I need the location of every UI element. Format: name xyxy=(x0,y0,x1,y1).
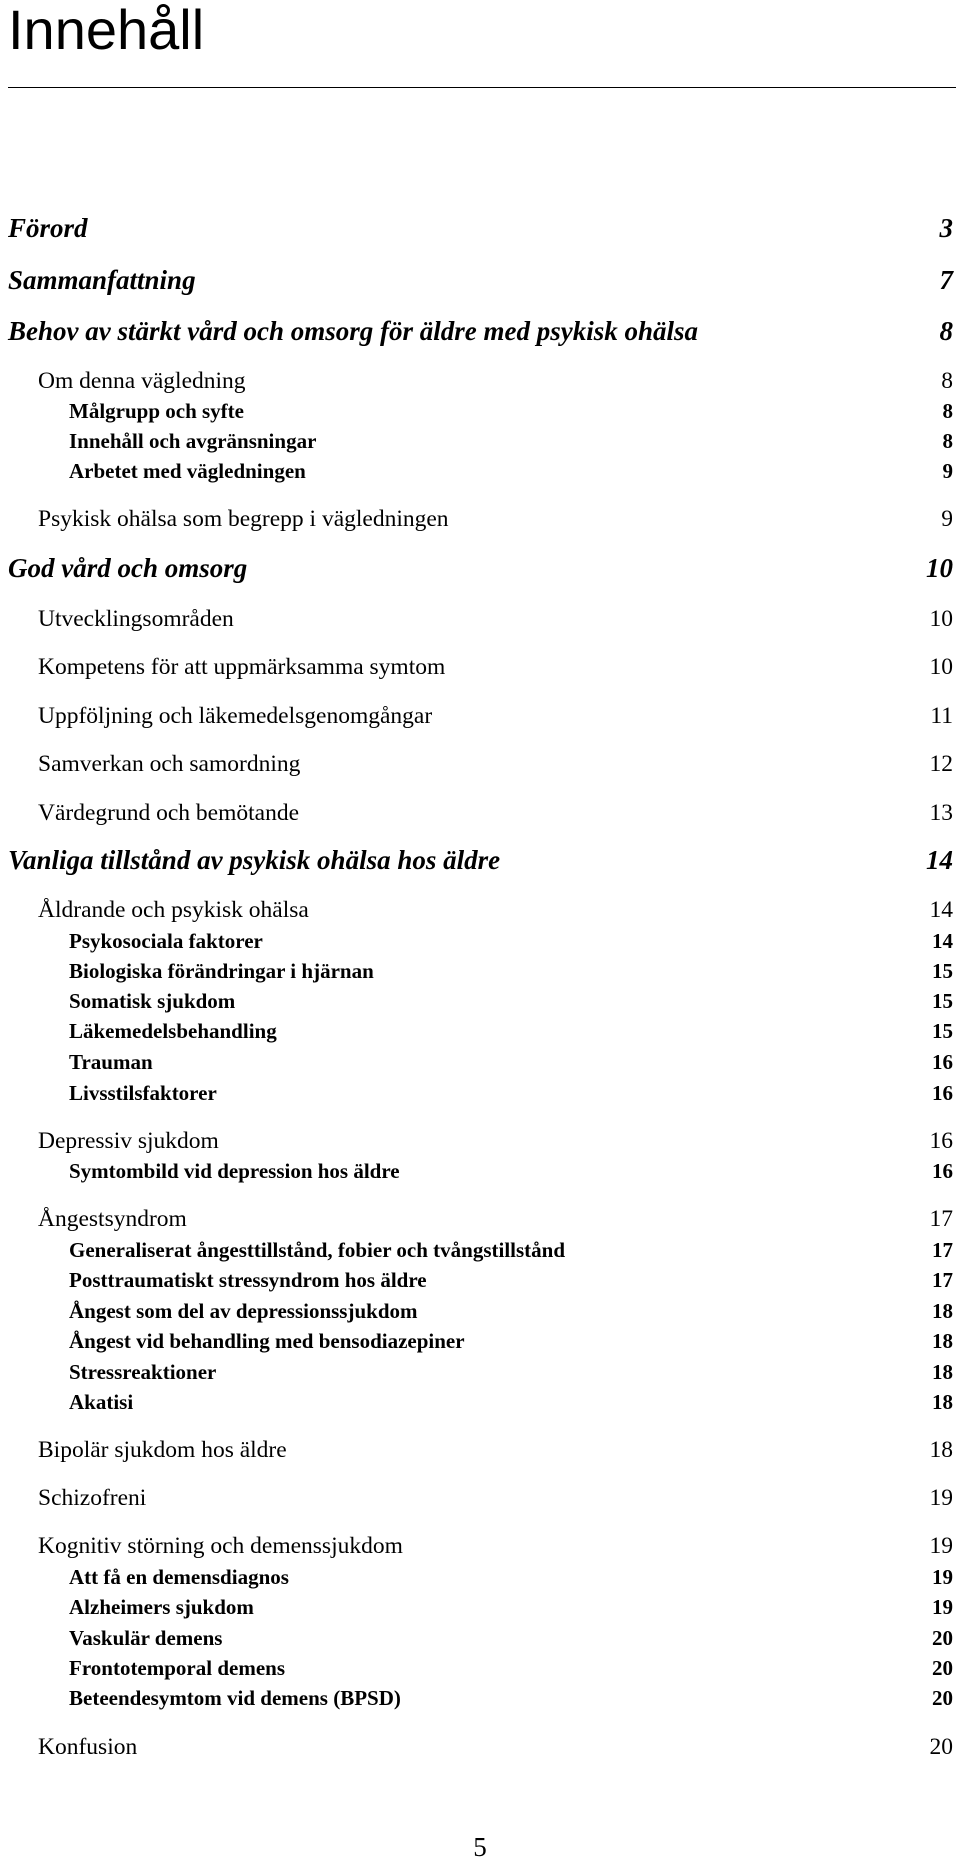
toc-entry-page: 19 xyxy=(932,1594,953,1619)
toc-entry-page: 12 xyxy=(929,750,953,777)
toc-entry-label: God vård och omsorg xyxy=(8,552,248,583)
toc-entry-label: Innehåll och avgränsningar xyxy=(69,428,317,453)
toc-entry-label: Psykisk ohälsa som begrepp i vägledningen xyxy=(38,505,449,532)
toc-entry-label: Trauman xyxy=(69,1049,153,1074)
toc-entry-label: Biologiska förändringar i hjärnan xyxy=(69,958,374,983)
toc-entry-label: Alzheimers sjukdom xyxy=(69,1594,254,1619)
toc-entry-page: 19 xyxy=(932,1564,953,1589)
toc-entry-label: Schizofreni xyxy=(38,1484,147,1511)
toc-entry[interactable] xyxy=(0,1204,953,1234)
toc-entry-label: Somatisk sjukdom xyxy=(69,988,236,1013)
toc-entry[interactable] xyxy=(0,957,953,985)
toc-entry[interactable] xyxy=(0,1531,953,1561)
toc-entry-page: 13 xyxy=(929,799,953,826)
toc-entry[interactable] xyxy=(0,551,953,585)
toc-entry-page: 20 xyxy=(929,1733,953,1760)
toc-entry-page: 8 xyxy=(939,315,953,346)
toc-entry[interactable] xyxy=(0,427,953,455)
toc-entry-label: Generaliserat ångesttillstånd, fobier och tvångstillstånd xyxy=(69,1237,566,1262)
toc-entry-label: Att få en demensdiagnos xyxy=(69,1564,289,1589)
toc-entry-page: 15 xyxy=(932,1018,953,1043)
toc-entry-label: Behov av stärkt vård och omsorg för äldre med psykisk ohälsa xyxy=(8,315,699,346)
toc-entry-page: 20 xyxy=(932,1625,953,1650)
toc-entry[interactable] xyxy=(0,1684,953,1712)
toc-entry[interactable] xyxy=(0,1563,953,1591)
toc-entry[interactable] xyxy=(0,1624,953,1652)
toc-entry-page: 18 xyxy=(929,1436,953,1463)
toc-entry-label: Akatisi xyxy=(69,1389,134,1414)
toc-entry[interactable] xyxy=(0,1157,953,1185)
toc-entry-label: Bipolär sjukdom hos äldre xyxy=(38,1436,287,1463)
toc-entry[interactable] xyxy=(0,504,953,534)
toc-entry[interactable] xyxy=(0,1079,953,1107)
toc-entry[interactable] xyxy=(0,987,953,1015)
toc-entry-page: 20 xyxy=(932,1655,953,1680)
toc-entry-page: 16 xyxy=(932,1049,953,1074)
toc-entry-page: 19 xyxy=(929,1532,953,1559)
toc-entry-page: 8 xyxy=(942,398,953,423)
toc-entry-label: Utvecklingsområden xyxy=(38,605,234,632)
toc-entry[interactable] xyxy=(0,1593,953,1621)
toc-entry-page: 16 xyxy=(932,1158,953,1183)
toc-entry-label: Målgrupp och syfte xyxy=(69,398,244,423)
toc-entry-label: Livsstilsfaktorer xyxy=(69,1080,217,1105)
toc-entry[interactable] xyxy=(0,1327,953,1355)
toc-entry[interactable] xyxy=(0,604,953,634)
toc-entry[interactable] xyxy=(0,843,953,877)
toc-entry-label: Frontotemporal demens xyxy=(69,1655,285,1680)
toc-entry[interactable] xyxy=(0,397,953,425)
toc-entry[interactable] xyxy=(0,263,953,297)
toc-entry-page: 8 xyxy=(941,367,953,394)
toc-entry-label: Ångest vid behandling med bensodiazepiner xyxy=(69,1328,465,1353)
toc-entry-label: Posttraumatiskt stressyndrom hos äldre xyxy=(69,1267,427,1292)
toc-entry-page: 14 xyxy=(926,844,953,875)
toc-entry-page: 20 xyxy=(932,1685,953,1710)
toc-entry[interactable] xyxy=(0,1435,953,1465)
toc-entry-label: Stressreaktioner xyxy=(69,1359,217,1384)
toc-entry-page: 17 xyxy=(932,1267,953,1292)
toc-entry[interactable] xyxy=(0,1236,953,1264)
toc-entry-page: 17 xyxy=(929,1205,953,1232)
toc-entry-label: Vanliga tillstånd av psykisk ohälsa hos äldre xyxy=(8,844,501,875)
toc-entry-page: 18 xyxy=(932,1389,953,1414)
toc-entry-page: 16 xyxy=(929,1127,953,1154)
toc-entry[interactable] xyxy=(0,927,953,955)
toc-entry-label: Samverkan och samordning xyxy=(38,750,301,777)
toc-entry-label: Arbetet med vägledningen xyxy=(69,458,306,483)
toc-entry-label: Förord xyxy=(8,212,88,243)
toc-entry-page: 10 xyxy=(929,653,953,680)
toc-entry-label: Ångestsyndrom xyxy=(38,1205,187,1232)
toc-entry-page: 3 xyxy=(939,212,953,243)
toc-entry-page: 18 xyxy=(932,1328,953,1353)
toc-entry-page: 10 xyxy=(929,605,953,632)
toc-entry[interactable] xyxy=(0,1358,953,1386)
toc-entry[interactable] xyxy=(0,1266,953,1294)
toc-entry[interactable] xyxy=(0,211,953,245)
toc-entry-label: Sammanfattning xyxy=(8,264,196,295)
toc-entry-label: Ångest som del av depressionssjukdom xyxy=(69,1298,418,1323)
toc-entry-label: Vaskulär demens xyxy=(69,1625,223,1650)
toc-entry-label: Kognitiv störning och demenssjukdom xyxy=(38,1532,403,1559)
toc-entry-page: 14 xyxy=(929,896,953,923)
toc-entry-page: 15 xyxy=(932,958,953,983)
toc-entry-label: Värdegrund och bemötande xyxy=(38,799,300,826)
toc-entry-page: 9 xyxy=(941,505,953,532)
toc-entry[interactable] xyxy=(0,798,953,828)
toc-entry[interactable] xyxy=(0,895,953,925)
toc-entry-page: 18 xyxy=(932,1298,953,1323)
toc-entry-page: 7 xyxy=(939,264,953,295)
toc-entry-page: 9 xyxy=(942,458,953,483)
toc-entry-label: Konfusion xyxy=(38,1733,138,1760)
page-number: 5 xyxy=(473,1832,487,1862)
toc-entry-label: Kompetens för att uppmärksamma symtom xyxy=(38,653,446,680)
toc-entry-page: 18 xyxy=(932,1359,953,1384)
toc-entry[interactable] xyxy=(0,652,953,682)
toc-entry-label: Beteendesymtom vid demens (BPSD) xyxy=(69,1685,401,1710)
toc-entry[interactable] xyxy=(0,457,953,485)
toc-entry-label: Åldrande och psykisk ohälsa xyxy=(38,896,309,923)
toc-entry-label: Uppföljning och läkemedelsgenomgångar xyxy=(38,702,433,729)
toc-entry[interactable] xyxy=(0,1483,953,1513)
toc-entry[interactable] xyxy=(0,366,953,396)
toc-entry[interactable] xyxy=(0,749,953,779)
toc-entry-label: Läkemedelsbehandling xyxy=(69,1018,277,1043)
toc-entry[interactable] xyxy=(0,1297,953,1325)
toc-entry[interactable] xyxy=(0,1126,953,1156)
toc-entry[interactable] xyxy=(0,1048,953,1076)
toc-entry-page: 11 xyxy=(930,702,953,729)
toc-entry[interactable] xyxy=(0,314,953,348)
toc-entry-page: 19 xyxy=(929,1484,953,1511)
toc-entry-page: 15 xyxy=(932,988,953,1013)
page-title: Innehåll xyxy=(8,0,205,61)
toc-entry-page: 16 xyxy=(932,1080,953,1105)
toc-entry-page: 8 xyxy=(942,428,953,453)
toc-entry-label: Om denna vägledning xyxy=(38,367,246,394)
toc-entry-label: Depressiv sjukdom xyxy=(38,1127,219,1154)
toc-entry-label: Psykosociala faktorer xyxy=(69,928,263,953)
toc-entry[interactable] xyxy=(0,1732,953,1762)
toc-entry[interactable] xyxy=(0,1017,953,1045)
toc-entry-page: 17 xyxy=(932,1237,953,1262)
toc-entry-page: 10 xyxy=(926,552,953,583)
toc-entry[interactable] xyxy=(0,701,953,731)
toc-entry-page: 14 xyxy=(932,928,953,953)
toc-entry-label: Symtombild vid depression hos äldre xyxy=(69,1158,400,1183)
toc-entry[interactable] xyxy=(0,1654,953,1682)
toc-entry[interactable] xyxy=(0,1388,953,1416)
